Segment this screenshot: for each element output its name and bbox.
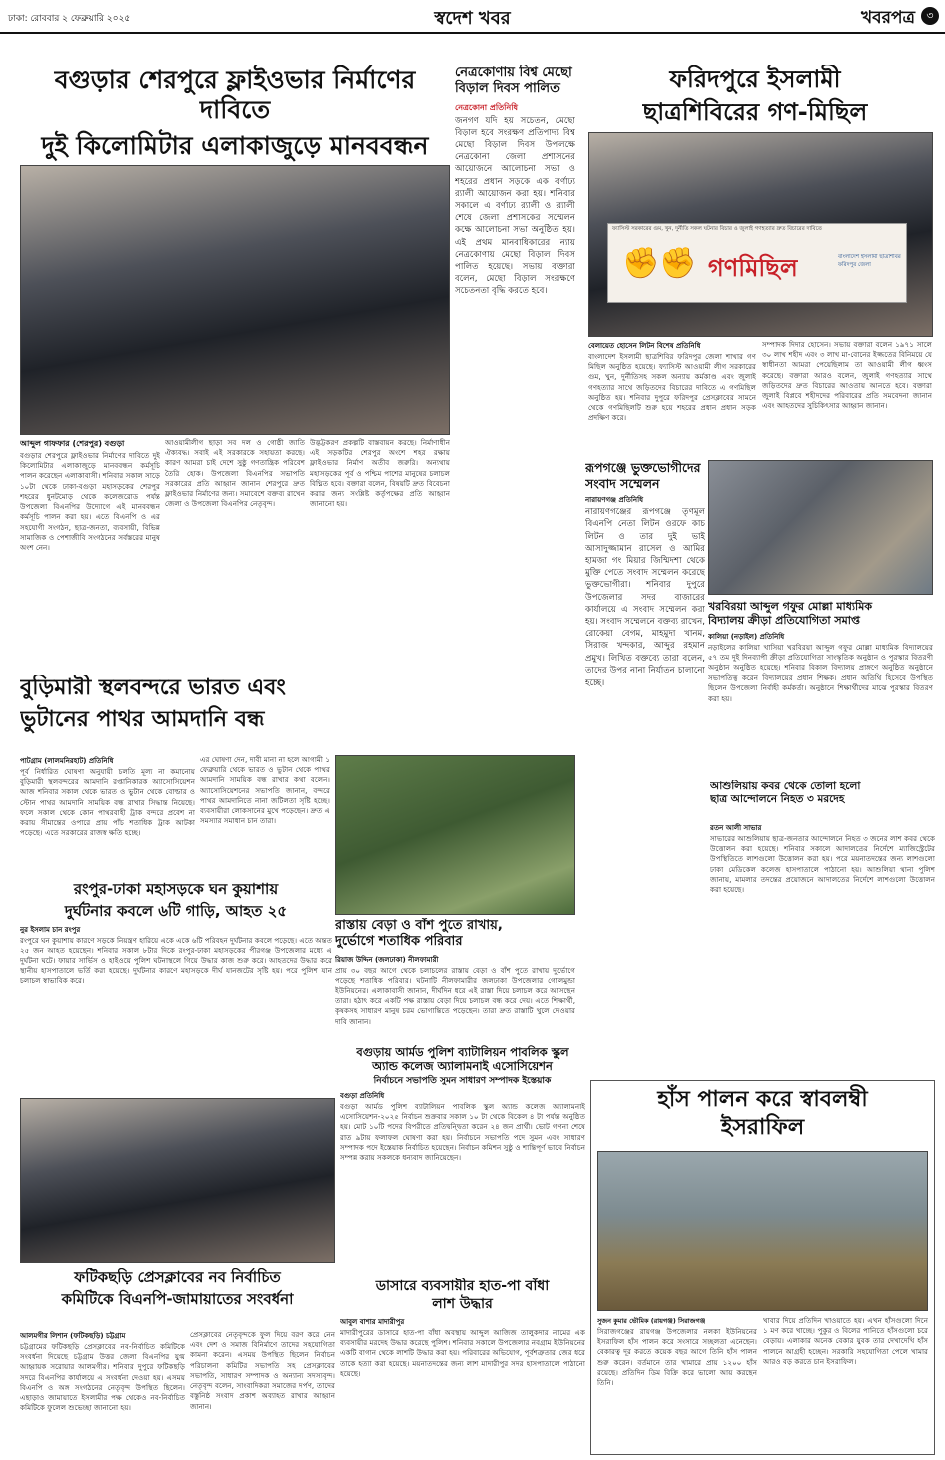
faridpur-banner-slogan: ফ্যাসিস্ট সরকারের গুম, খুন, দুর্নীতি সকল ঘটনার বিচার ও জুলাই গণহত্যার দ্রুত বিচারের দাবিতে: [612, 226, 822, 232]
lead-story: [20, 65, 450, 165]
burimari-byline: পাটগ্রাম (লালমনিরহাট) প্রতিনিধি: [20, 757, 114, 765]
rupganj-headline: রূপগঞ্জে ভুক্তভোগীদের সংবাদ সম্মেলন: [585, 460, 701, 491]
faridpur-body-col-1: [588, 340, 756, 455]
road-block-story: [335, 918, 575, 1038]
newspaper-brand: খবরপত্র: [860, 8, 915, 28]
duck-body-col-1: [597, 1316, 757, 1451]
khoria-byline: কালিয়া (নড়াইল) প্রতিনিধি: [708, 632, 785, 641]
fatikchari-byline: আলমগীর লিশান (ফটিকছড়ি) চট্টগ্রাম: [20, 1332, 126, 1340]
duck-byline: সুজন কুমার ভৌমিক (রায়গঞ্জ) সিরাজগঞ্জ: [597, 1317, 706, 1325]
masthead-bar: [0, 0, 945, 34]
burimari-text-2: এর ঘোষণা দেন, দাবী মানা না হলে আগামী ১ ফেব্রুয়ারি থেকে ভারত ও ভুটান থেকে পাথর আমদানি সাময়িক বন্ধ রাখার কথা বলেন। অ্যাসোসিয়েশনের সভাপতি জানান, বন্দরে পাথর আমদানিতে নানা জটিলতা সৃষ্টি হচ্ছে। ব্যবসায়ীরা লোকসানের মুখে পড়েছেন। দ্রুত এ সমস্যার সমাধান চান তারা।: [200, 755, 330, 826]
page-number: ৩: [921, 7, 939, 25]
faridpur-headline-line-1: ফরিদপুরে ইসলামী: [669, 65, 841, 93]
road-block-text: প্রায় ৩০ বছর আগে থেকে চলাচলের রাস্তায় বেড়া ও বাঁশ পুতে রাখায় দুর্ভোগে পড়েছে শতাধিক পরিবার। ঘটনাটি নীলফামারীর জলঢাকা উপজেলার গোলমুন্ডা ইউনিয়নের। এলাকাবাসী জানান, দীর্ঘদিন ধরে এই রাস্তা দিয়ে চলাচল করে আসছেন তারা। হঠাৎ করে একটি পক্ষ রাস্তায় বেড়া দিয়ে চলাচল বন্ধ করে দেয়। এতে শিক্ষার্থী, কৃষকসহ সাধারণ মানুষ চরম ভোগান্তিতে পড়েছেন। তারা দ্রুত রাস্তাটি খুলে দেওয়ার দাবি জানান।: [335, 965, 575, 1026]
fatikchari-story: [20, 1268, 335, 1328]
faridpur-banner-org: বাংলাদেশ ইসলামী ছাত্রশিবির ফরিদপুর জেলা: [838, 254, 901, 268]
netrokona-text: জনগণ যদি হয় সচেতন, মেছো বিড়াল হবে সংরক্ষণ প্রতিপাদ্য বিশ্ব মেছো বিড়াল দিবস উপলক্ষে নেত্রকোনা জেলা প্রশাসনের আয়োজনে আলোচনা সভা ও শহরের প্রধান সড়কে এক বর্ণাঢ্য র‍্যালী আয়োজন করা হয়। শনিবার সকালে এ বর্ণাঢ্য র‍্যালী ও র‍্যালী শেষে জেলা প্রশাসকের সম্মেলন কক্ষে আলোচনা সভা অনুষ্ঠিত হয়। এই প্রথম মানবাধিকারের ন্যায় নেত্রকোণায় মেছো বিড়াল দিবস পালিত হয়েছে। সভায় বক্তারা বলেন, মেছো বিড়াল সংরক্ষণে সচেতনতা বৃদ্ধি করতে হবে।: [455, 115, 575, 297]
khoria-photo: [708, 460, 933, 595]
bogura-police-headline-line-2: অ্যান্ড কলেজ অ্যালামনাই এসোসিয়েশন: [372, 1059, 553, 1074]
ashulia-text: সাভারের আশুলিয়ায় ছাত্র-জনতার আন্দোলনে নিহত ৩ জনের লাশ কবর থেকে উত্তোলন করা হয়েছে। শনিবার সকালে আদালতের নির্দেশে ম্যাজিস্ট্রেটের উপস্থিতিতে লাশগুলো উত্তোলন করা হয়। পরে ময়নাতদন্তের জন্য লাশগুলো ঢাকা মেডিকেল কলেজ হাসপাতালে পাঠানো হয়। আশুলিয়া থানা পুলিশ জানায়, মামলার তদন্তের প্রয়োজনে আদালতের নির্দেশে লাশগুলো উত্তোলন করা হয়েছে।: [710, 834, 935, 895]
dasar-story: [340, 1278, 585, 1458]
burimari-headline-line-1: বুড়িমারী স্থলবন্দরে ভারত এবং: [20, 675, 286, 700]
burimari-body-col-2: [200, 755, 330, 875]
netrokona-byline: নেত্রকোনা প্রতিনিধি: [455, 102, 519, 112]
fatikchari-body-col-1: [20, 1330, 185, 1455]
bogura-police-byline: বগুড়া প্রতিনিধি: [340, 1092, 385, 1100]
dasar-byline: আবুল বাশার মাদারীপুর: [340, 1318, 405, 1326]
faridpur-text-2: সম্পাদক দিদার হোসেন। সভায় বক্তারা বলেন ১৯৭১ সালে ৩০ লাখ শহীদ এবং ৩ লাখ মা-বোনের ইজ্জতের বিনিময়ে যে স্বাধীনতা আমরা পেয়েছিলাম তা আওয়ামী লীগ ধ্বংস করেছে। বক্তারা আরও বলেন, জুলাই গণহত্যার সাথে জড়িতদের দ্রুত বিচারের আওতায় আনতে হবে। বক্তারা জুলাই বিপ্লবে শহীদদের পরিবারের প্রতি সমবেদনা জানান এবং আহতদের সুচিকিৎসার আহ্বান জানান।: [762, 340, 932, 411]
ashulia-body: [710, 822, 935, 1072]
road-block-headline-line-1: রাস্তায় বেড়া ও বাঁশ পুতে রাখায়,: [335, 918, 503, 933]
faridpur-body-col-2: [762, 340, 932, 455]
faridpur-byline: বেলায়েত হোসেন লিটন বিশেষ প্রতিনিধি: [588, 342, 701, 350]
duck-photo: [597, 1151, 928, 1311]
bogura-police-text: বগুড়া আর্মড পুলিশ ব্যাটালিয়ন পাবলিক স্কুল অ্যান্ড কলেজ অ্যালামনাই এসোসিয়েশন-২০২৫ নির্বাচন শুক্রবার সকাল ১০ টা থেকে বিকেল ৪ টা পর্যন্ত অনুষ্ঠিত হয়। মোট ১০টি পদের বিপরীতে প্রতিদ্বন্দ্বিতা করেন ২৪ জন প্রার্থী। ভোট গণনা শেষে রাত ৯টায় ফলাফল ঘোষণা করা হয়। নির্বাচনে সভাপতি পদে সুমন এবং সাধারণ সম্পাদক পদে ইস্তেয়াক নির্বাচিত হয়েছেন। নির্বাচন কমিশন সুষ্ঠু ও শান্তিপূর্ণ ভাবে নির্বাচন সম্পন্ন করায় সকলকে ধন্যবাদ জানিয়েছেন।: [340, 1102, 585, 1163]
duck-headline-line-2: ইসরাফিল: [720, 1115, 805, 1141]
burimari-headline-line-2: ভুটানের পাথর আমদানি বন্ধ: [20, 707, 265, 733]
burimari-body-col-1: [20, 755, 195, 875]
faridpur-text-1: বাংলাদেশ ইসলামী ছাত্রশিবির ফরিদপুর জেলা শাখার গণ মিছিল অনুষ্ঠিত হয়েছে। ফ্যাসিস্ট আওয়ামী লীগ সরকারের গুম, খুন, দুর্নীতিসহ সকল অন্যায় কর্মকাণ্ড এবং জুলাই গণহত্যার সাথে জড়িতদের বিচারের দাবিতে এ গণমিছিল অনুষ্ঠিত হয়। শনিবার দুপুরে ফরিদপুর প্রেসক্লাবের সামনে থেকে গণমিছিলটি শুরু হয়ে শহরের প্রধান প্রধান সড়ক প্রদক্ষিণ করে।: [588, 352, 756, 423]
rangpur-headline-line-2: দুর্ঘটনার কবলে ৬টি গাড়ি, আহত ২৫: [64, 901, 288, 920]
khoria-story: [708, 600, 933, 775]
dasar-headline-line-2: লাশ উদ্ধার: [432, 1295, 493, 1312]
duck-story: [590, 1080, 935, 1455]
faridpur-headline-line-2: ছাত্রশিবিরের গণ-মিছিল: [642, 97, 868, 126]
section-title: স্বদেশ খবর: [434, 8, 511, 29]
ashulia-headline-line-1: আশুলিয়ায় কবর থেকে তোলা হলো: [710, 780, 861, 792]
rupganj-byline: নারায়ণগঞ্জ প্রতিনিধি: [585, 496, 644, 505]
lead-headline-line-1: বগুড়ার শেরপুরে ফ্লাইওভার নির্মাণের দাবিতে: [54, 65, 416, 124]
netrokona-story: [455, 65, 575, 675]
issue-date: ঢাকা: রোববার ২ ফেব্রুয়ারি ২০২৫: [8, 14, 131, 24]
faridpur-photo: [588, 132, 933, 337]
faridpur-banner: [607, 223, 907, 303]
netrokona-headline: নেত্রকোণায় বিশ্ব মেছো বিড়াল দিবস পালিত: [455, 65, 572, 97]
road-block-headline-line-2: দুর্ভোগে শতাধিক পরিবার: [335, 934, 463, 950]
duck-body-col-2: [763, 1316, 928, 1451]
rangpur-story: [20, 880, 332, 1095]
fatikchari-headline-line-1: ফটিকছড়ি প্রেসক্লাবের নব নির্বাচিত: [74, 1268, 281, 1286]
bogura-police-headline-line-3: নির্বাচনে সভাপতি সুমন সাধারণ সম্পাদক ইস্তেয়াক: [373, 1075, 552, 1086]
raised-fists-icon: ✊✊: [622, 246, 697, 281]
rangpur-text: রংপুরে ঘন কুয়াশায় কারণে সড়কে নিয়ন্ত্রণ হারিয়ে একে একে ৬টি পরিবহন দুর্ঘটনার কবলে পড়েছে। এতে অন্তত ২৫ জন আহত হয়েছেন। শনিবার সকাল ৮টার দিকে রংপুর-ঢাকা মহাসড়কের পীরগঞ্জ উপজেলার মধ্যে এ দুর্ঘটনা ঘটে। ফায়ার সার্ভিস ও হাইওয়ে পুলিশ ঘটনাস্থলে গিয়ে উদ্ধার কাজ শুরু করে। আহতদের উদ্ধার করে স্থানীয় হাসপাতালে ভর্তি করা হয়েছে। দুর্ঘটনার কারণে মহাসড়কে দীর্ঘ যানজটের সৃষ্টি হয়। পরে পুলিশ যান চলাচল স্বাভাবিক করে।: [20, 935, 332, 986]
lead-byline: আব্দুল গাফফার (শেরপুর) বগুড়া: [20, 439, 125, 448]
fatikchari-text-1: চট্টগ্রামের ফটিকছড়ি প্রেসক্লাবের নব-নির্বাচিত কমিটিকে সংবর্ধনা দিয়েছে চট্টগ্রাম উত্তর জেলা বিএনপির যুগ্ম আহ্বায়ক সরোয়ার আলমগীর। শনিবার দুপুরে ফটিকছড়ি সদরে বিএনপির কার্যালয়ে এ সংবর্ধনা দেওয়া হয়। এসময় বিএনপি ও অঙ্গ সংগঠনের নেতৃবৃন্দ উপস্থিত ছিলেন। এছাড়াও জামায়াতে ইসলামীর পক্ষ থেকেও নব-নির্বাচিত কমিটিকে ফুলেল শুভেচ্ছা জানানো হয়।: [20, 1342, 185, 1413]
lead-body-col-1: [20, 438, 160, 678]
lead-photo: [20, 165, 450, 435]
lead-headline-line-2: দুই কিলোমিটার এলাকাজুড়ে মানববন্ধন: [41, 131, 429, 160]
lead-body-col-3: [310, 438, 450, 678]
duck-text-1: সিরাজগঞ্জের রায়গঞ্জ উপজেলার নলকা ইউনিয়নের ইসরাফিল হাঁস পালন করে সংসারে সচ্ছলতা এনেছেন। বেকারত্ব দূর করতে কয়েক বছর আগে তিনি হাঁস পালন শুরু করেন। বর্তমানে তার খামারে প্রায় ১২০০ হাঁস রয়েছে। প্রতিদিন ডিম বিক্রি করে ভালো আয় করছেন তিনি।: [597, 1327, 757, 1388]
rupganj-text: নারায়ণগঞ্জের রূপগঞ্জে তৃণমূল বিএনপি নেতা লিটন ওরফে কাচ লিটন ও তার দুই ভাই আসাদুজ্জামান রাসেল ও আমির হামজা গং মিয়ার জিম্মিদশা থেকে মুক্তি পেতে সংবাদ সম্মেলন করেছে ভুক্তভোগীরা। শনিবার দুপুরে উপজেলার সদর বাজারের কার্যালয়ে এ সংবাদ সম্মেলন করা হয়। সংবাদ সম্মেলনে বক্তব্য রাখেন, রোকেয়া বেগম, মাহমুদা খানম, সিরাজ খন্দকার, আব্দুর রহমান প্রমুখ। লিখিত বক্তব্যে তারা বলেন, তাদের উপর নানা নির্যাতন চালানো হচ্ছে।: [585, 507, 705, 689]
lead-text-3: উদ্ভট্টকরণ প্রকল্পটি বাস্তবায়ন করছে। নির্মাণাধীন এই সড়কটির শেরপুর অংশে শহর রক্ষায় ফ্লাইওভার নির্মাণ অতীব জরুরি। অন্যথায় মহাসড়কের পূর্ব ও পশ্চিম পাশের মানুষের চলাচল বিঘ্নিত হবে। বক্তারা বলেন, বিষয়টি দ্রুত বিবেচনা করার জন্য সংশ্লিষ্ট কর্তৃপক্ষের প্রতি আহ্বান জানানো হয়।: [310, 438, 450, 509]
burimari-text-1: পূর্ব নির্ধারিত ঘোষণা অনুযায়ী চলতি মূল্য না কমানোয় বুড়িমারী স্থলবন্দরের আমদানি রপ্তানিকারক অ্যাসোসিয়েশন আজ শনিবার সকাল থেকে ভারত ও ভুটান থেকে বোল্ডার ও স্টোন পাথর আমদানি সাময়িক বন্ধ রাখার সিদ্ধান্ত নিয়েছে। ফলে সকাল থেকে কোন পাথরবাহী ট্রাক বন্দরে প্রবেশ না করায় সীমান্তের ওপারে প্রায় পাঁচ শতাধিক ট্রাক আটকা পড়েছে। এতে সরকারের রাজস্ব ক্ষতি হচ্ছে।: [20, 767, 195, 838]
ashulia-byline: রতন আলী সাভার: [710, 824, 762, 832]
bogura-police-headline-line-1: বগুড়ায় আর্মড পুলিশ ব্যাটালিয়ন পাবলিক স্কুল: [356, 1045, 569, 1059]
ashulia-headline-line-2: ছাত্র আন্দোলনে নিহত ৩ মরদেহ: [710, 793, 845, 806]
dasar-headline-line-1: ডাসারে ব্যবসায়ীর হাত-পা বাঁধা: [375, 1278, 550, 1294]
fatikchari-photo: [20, 1098, 335, 1263]
lead-text-2: আওয়ামীলীগ ছাড়া সব দল ও গোষ্ঠী জাতি ঐক্যবদ্ধ। সবাই এই সরকারকে সহায়তা করছে। কারণ আমরা চাই দেশে সুষ্ঠু গণতান্ত্রিক পরিবেশ তৈরি হোক। উপজেলা বিএনপির সভাপতি সরকারের প্রতি আহ্বান জানান শেরপুরে দ্রুত ফ্লাইওভার নির্মাণের জন্য। সমাবেশে বক্তব্য রাখেন জেলা ও উপজেলা বিএনপির নেতৃবৃন্দ।: [165, 438, 305, 509]
fatikchari-text-2: প্রেসক্লাবের নেতৃবৃন্দকে ফুল দিয়ে বরণ করে নেন এবং দেশ ও সমাজ বিনির্মাণে তাদের সহযোগিতা কামনা করেন। এসময় উপস্থিত ছিলেন নির্বাচন পরিচালনা কমিটির সভাপতি সহ প্রেসক্লাবের সভাপতি, সাধারণ সম্পাদক ও অন্যান্য সদস্যবৃন্দ। নেতৃবৃন্দ বলেন, সাংবাদিকরা সমাজের দর্পণ, তাদের বস্তুনিষ্ঠ সংবাদ প্রকাশ অব্যাহত রাখার আহ্বান জানান।: [190, 1330, 335, 1411]
rupganj-story: [585, 460, 705, 1040]
rangpur-headline-line-1: রংপুর-ঢাকা মহাসড়কে ঘন কুয়াশায়: [73, 880, 279, 898]
road-block-photo: [335, 755, 575, 915]
khoria-text: নড়াইলের কালিয়া খাসিয়া খরবিরয়া আব্দুল গফুর মোল্লা মাধ্যমিক বিদ্যালয়ের ৫৭ তম দুই দিনব্যাপী ক্রীড়া প্রতিযোগিতা সাংস্কৃতিক অনুষ্ঠান ও পুরস্কার বিতরণী অনুষ্ঠান অনুষ্ঠিত হয়েছে। শনিবার বিকাল বিদ্যালয় প্রাঙ্গণে অনুষ্ঠিত অনুষ্ঠানে সভাপতিত্ব করেন বিদ্যালয়ের প্রধান শিক্ষক। প্রধান অতিথি হিসেবে উপস্থিত ছিলেন উপজেলা নির্বাহী কর্মকর্তা। অনুষ্ঠানে শিক্ষার্থীদের মাঝে পুরস্কার বিতরণ করা হয়।: [708, 642, 933, 703]
fatikchari-headline-line-2: কমিটিকে বিএনপি-জামায়াতের সংবর্ধনা: [61, 1289, 294, 1308]
ashulia-story: [710, 780, 935, 820]
fatikchari-body-col-2: [190, 1330, 335, 1455]
burimari-story: [20, 675, 575, 755]
duck-text-2: খাবার দিয়ে প্রতিদিন খাওয়াতে হয়। এখন হাঁসগুলো দিনে ১ মণ করে খাচ্ছে। পুকুর ও বিলের পানিতে হাঁসগুলো চরে বেড়ায়। এলাকার অনেক বেকার যুবক তার দেখাদেখি হাঁস পালনে আগ্রহী হচ্ছেন। সরকারি সহযোগিতা পেলে খামার আরও বড় করতে চান ইসরাফিল।: [763, 1316, 928, 1366]
khoria-headline-line-2: বিদ্যালয় ক্রীড়া প্রতিযোগিতা সমাপ্ত: [708, 613, 860, 627]
lead-body-col-2: [165, 438, 305, 678]
duck-headline-line-1: হাঁস পালন করে স্বাবলম্বী: [657, 1087, 868, 1112]
faridpur-banner-title: গণমিছিল: [708, 254, 798, 282]
dasar-text: মাদারীপুরের ডাসারে হাত-পা বাঁধা অবস্থায় আব্দুল আজিজ তালুকদার নামের এক ব্যবসায়ীর মরদেহ উদ্ধার করেছে পুলিশ। শনিবার সকালে উপজেলার নবগ্রাম ইউনিয়নের একটি বাগান থেকে লাশটি উদ্ধার করা হয়। পরিবারের অভিযোগ, পূর্বশত্রুতার জের ধরে তাকে হত্যা করা হয়েছে। ময়নাতদন্তের জন্য লাশ মাদারীপুর সদর হাসপাতালে পাঠানো হয়েছে।: [340, 1328, 585, 1378]
lead-text-1: বগুড়ার শেরপুরে ফ্লাইওভার নির্মাণের দাবিতে দুই কিলোমিটার এলাকাজুড়ে মানববন্ধন কর্মসূচি পালন করেছেন এলাকাবাসী। শনিবার সকাল সাড়ে ১০টা থেকে ঢাকা-বগুড়া মহাসড়কের শেরপুর শহরের ধুনটমোড় থেকে কলেজরোড পর্যন্ত উপজেলা বিএনপির উদ্যোগে এই মানববন্ধন কর্মসূচি পালন করা হয়। এতে বিএনপি ও এর সহযোগী সংগঠন, ছাত্র-জনতা, ব্যবসায়ী, বিভিন্ন সামাজিক ও পেশাজীবি সংগঠনের সর্বস্তরের মানুষ অংশ নেন।: [20, 451, 160, 552]
rangpur-byline: নুর ইসলাম চান রংপুর: [20, 925, 81, 934]
khoria-headline-line-1: খরবিরয়া আব্দুল গফুর মোল্লা মাধ্যমিক: [708, 600, 873, 613]
bogura-police-story: [340, 1045, 585, 1275]
road-block-byline: রিয়াজ উদ্দিন (জলঢাকা) নীলফামারী: [335, 955, 439, 964]
